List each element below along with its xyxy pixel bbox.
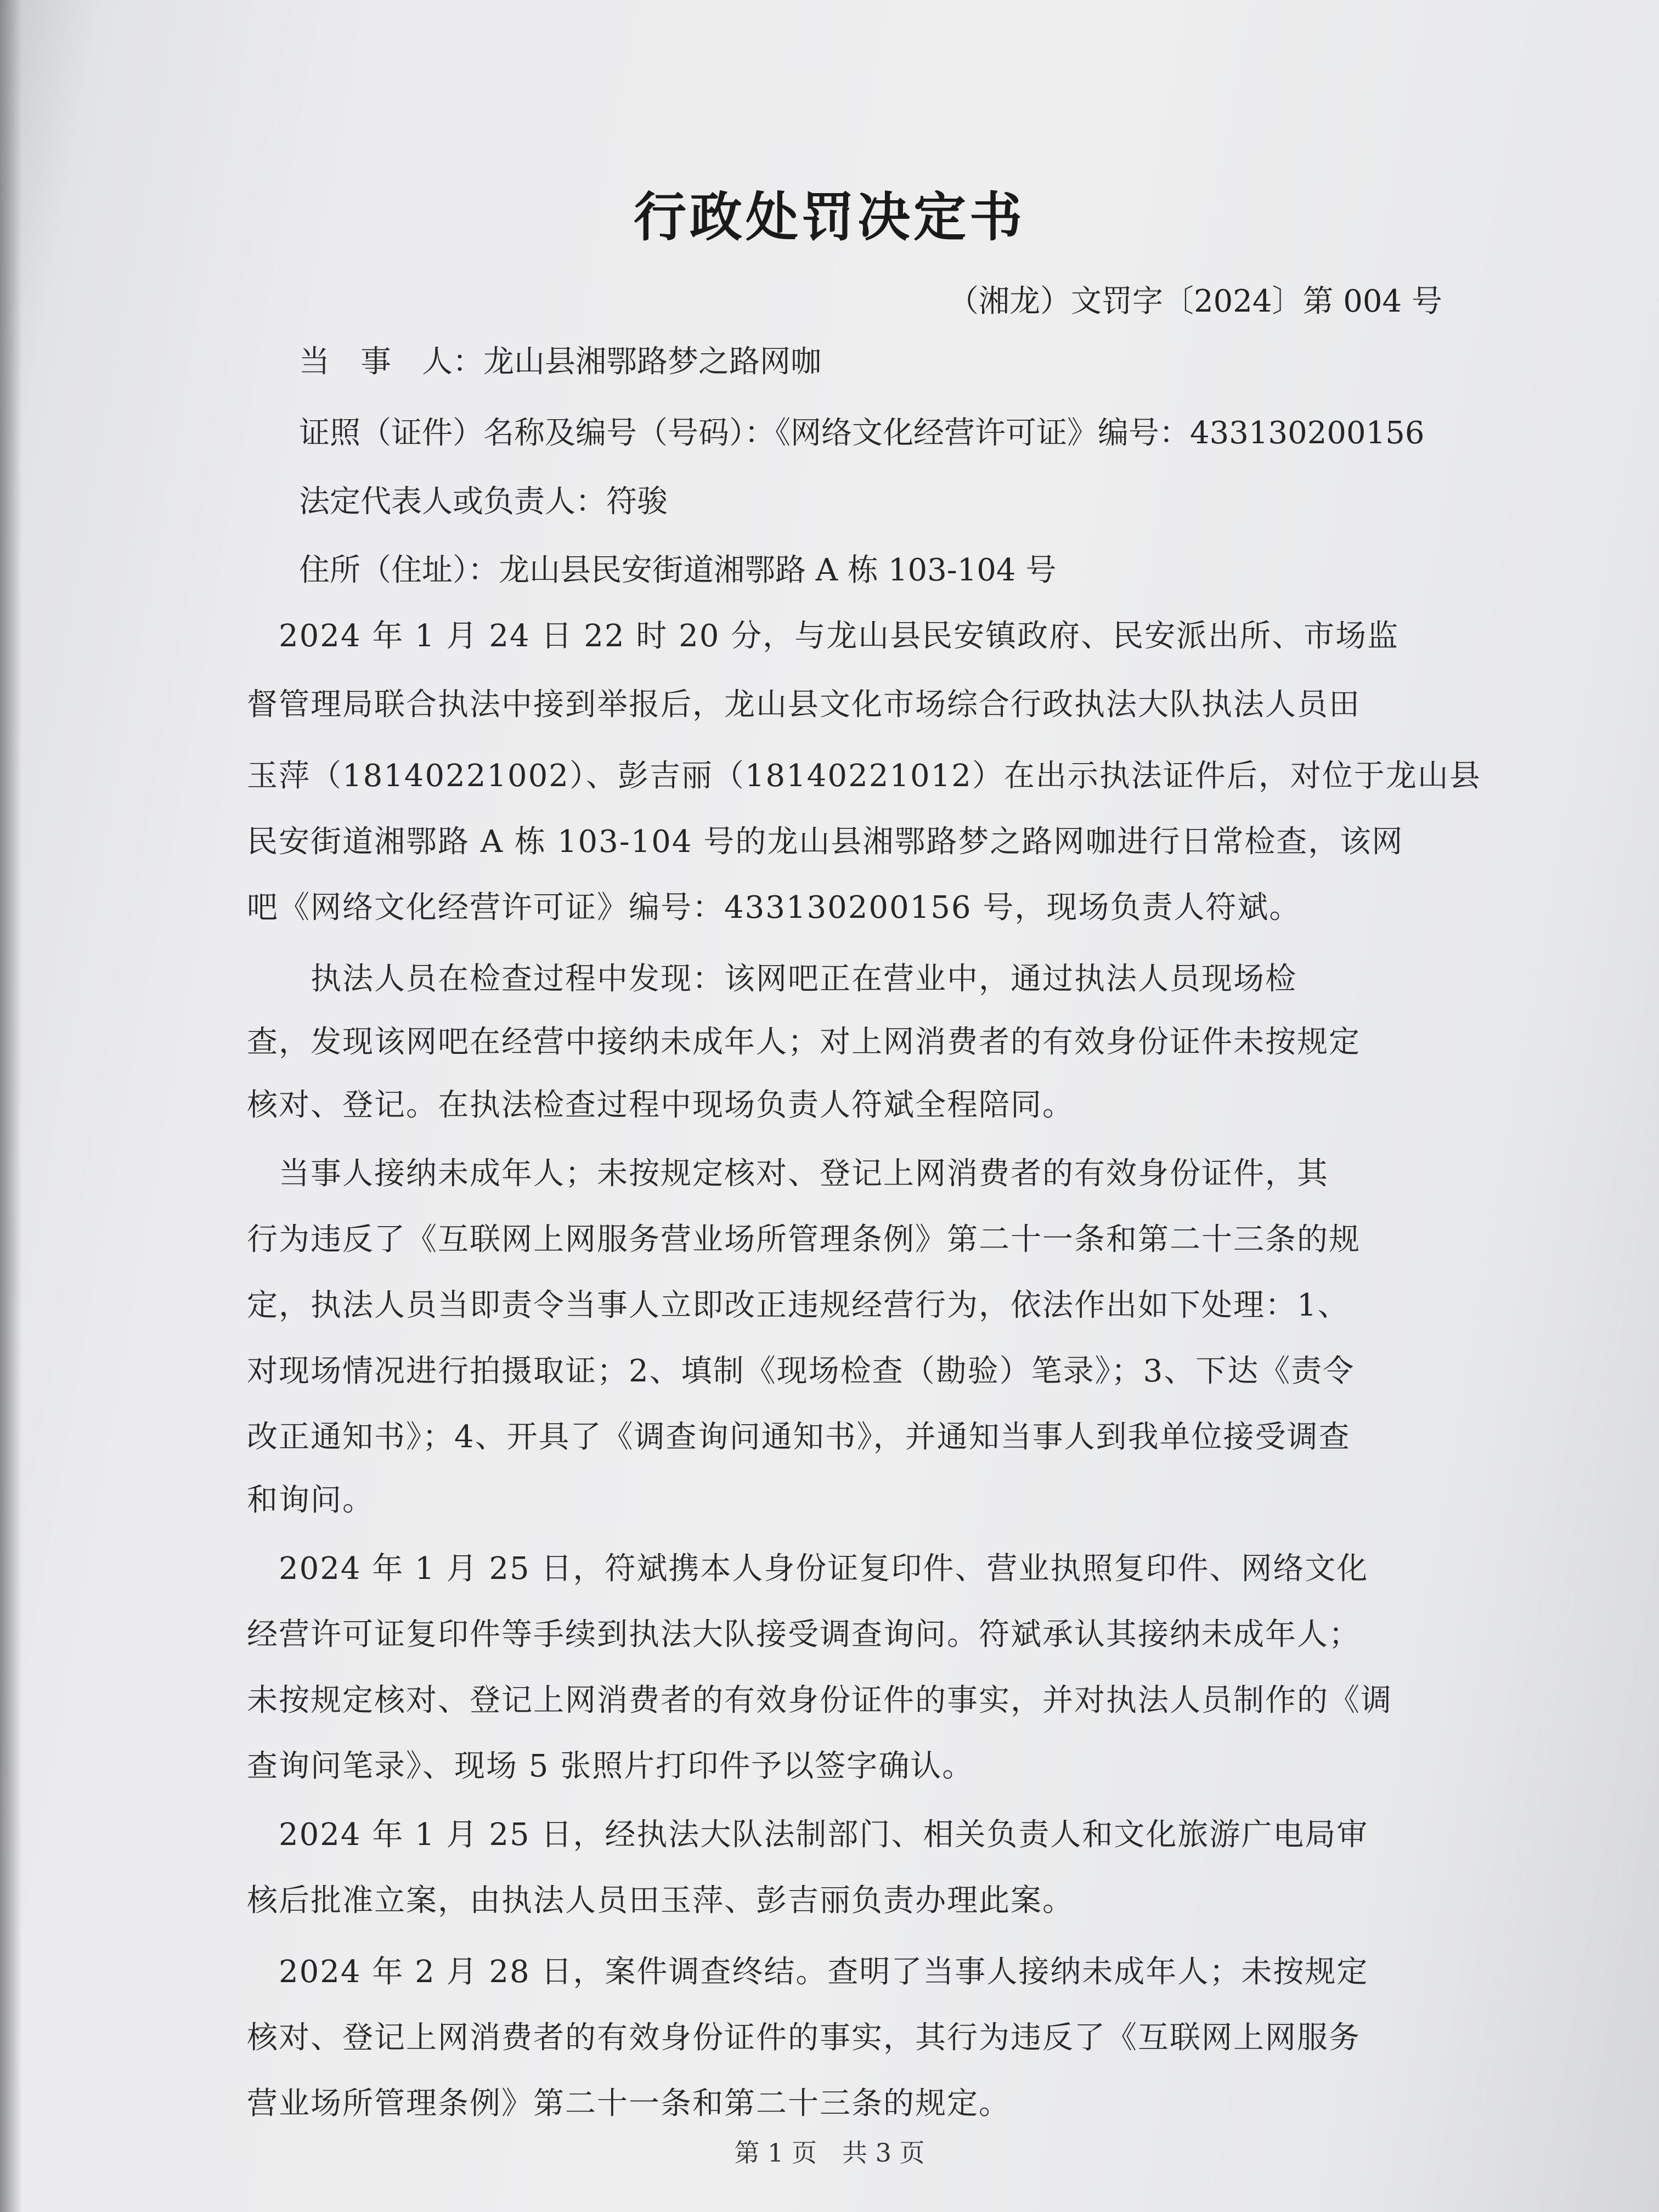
license-value: 《网络文化经营许可证》编号：433130200156 [775, 415, 1425, 451]
body-line: 吧《网络文化经营许可证》编号：433130200156 号，现场负责人符斌。 [247, 890, 1301, 926]
body-line: 核后批准立案，由执法人员田玉萍、彭吉丽负责办理此案。 [247, 1883, 1074, 1918]
address-label: 住所（住址）： [299, 552, 499, 588]
body-line: 督管理局联合执法中接到举报后，龙山县文化市场综合行政执法大队执法人员田 [247, 687, 1361, 723]
address-field [299, 546, 1056, 590]
party-label: 当 事 人： [299, 344, 483, 380]
document-title: 行政处罚决定书 [634, 186, 1025, 248]
document-number: （湘龙）文罚字〔2024〕第 004 号 [947, 284, 1442, 319]
body-line: 行为违反了《互联网上网服务营业场所管理条例》第二十一条和第二十三条的规 [247, 1222, 1361, 1257]
body-line: 改正通知书》；4、开具了《调查询问通知书》，并通知当事人到我单位接受调查 [247, 1419, 1351, 1455]
body-line: 对现场情况进行拍摄取证；2、填制《现场检查（勘验）笔录》；3、下达《责令 [247, 1353, 1355, 1389]
body-line: 查，发现该网吧在经营中接纳未成年人；对上网消费者的有效身份证件未按规定 [247, 1024, 1361, 1060]
body-line: 查询问笔录》、现场 5 张照片打印件予以签字确认。 [247, 1748, 974, 1784]
license-field [299, 409, 1425, 453]
body-line: 2024 年 1 月 25 日，符斌携本人身份证复印件、营业执照复印件、网络文化 [247, 1551, 1369, 1587]
body-line: 经营许可证复印件等手续到执法大队接受调查询问。符斌承认其接纳未成年人； [247, 1617, 1361, 1652]
body-line: 民安街道湘鄂路 A 栋 103-104 号的龙山县湘鄂路梦之路网咖进行日常检查，该网 [247, 824, 1404, 860]
body-line: 2024 年 1 月 24 日 22 时 20 分，与龙山县民安镇政府、民安派出所、市场监 [247, 618, 1400, 654]
page-footer: 第 1 页 共 3 页 [734, 2138, 925, 2168]
body-line: 定，执法人员当即责令当事人立即改正违规经营行为，依法作出如下处理：1、 [247, 1288, 1350, 1323]
body-line: 2024 年 1 月 25 日，经执法大队法制部门、相关负责人和文化旅游广电局审 [247, 1817, 1369, 1853]
body-line: 核对、登记上网消费者的有效身份证件的事实，其行为违反了《互联网上网服务 [247, 2020, 1361, 2056]
representative-value: 符骏 [606, 484, 668, 520]
representative-field [299, 477, 668, 521]
party-value: 龙山县湘鄂路梦之路网咖 [483, 344, 821, 380]
body-line: 当事人接纳未成年人；未按规定核对、登记上网消费者的有效身份证件，其 [247, 1156, 1329, 1192]
body-line: 玉萍（18140221002）、彭吉丽（18140221012）在出示执法证件后，对位于龙山县 [247, 758, 1481, 794]
page-edge-shadow [0, 0, 22, 2212]
body-line: 营业场所管理条例》第二十一条和第二十三条的规定。 [247, 2086, 1011, 2121]
representative-label: 法定代表人或负责人： [299, 484, 606, 520]
body-line: 执法人员在检查过程中发现：该网吧正在营业中，通过执法人员现场检 [247, 961, 1297, 997]
body-line: 未按规定核对、登记上网消费者的有效身份证件的事实，并对执法人员制作的《调 [247, 1683, 1392, 1718]
license-label: 证照（证件）名称及编号（号码）： [299, 415, 775, 451]
body-line: 核对、登记。在执法检查过程中现场负责人符斌全程陪同。 [247, 1087, 1074, 1123]
party-field [299, 337, 821, 381]
body-line: 和询问。 [247, 1482, 374, 1518]
address-value: 龙山县民安街道湘鄂路 A 栋 103-104 号 [499, 552, 1057, 588]
body-line: 2024 年 2 月 28 日，案件调查终结。查明了当事人接纳未成年人；未按规定 [247, 1954, 1369, 1990]
